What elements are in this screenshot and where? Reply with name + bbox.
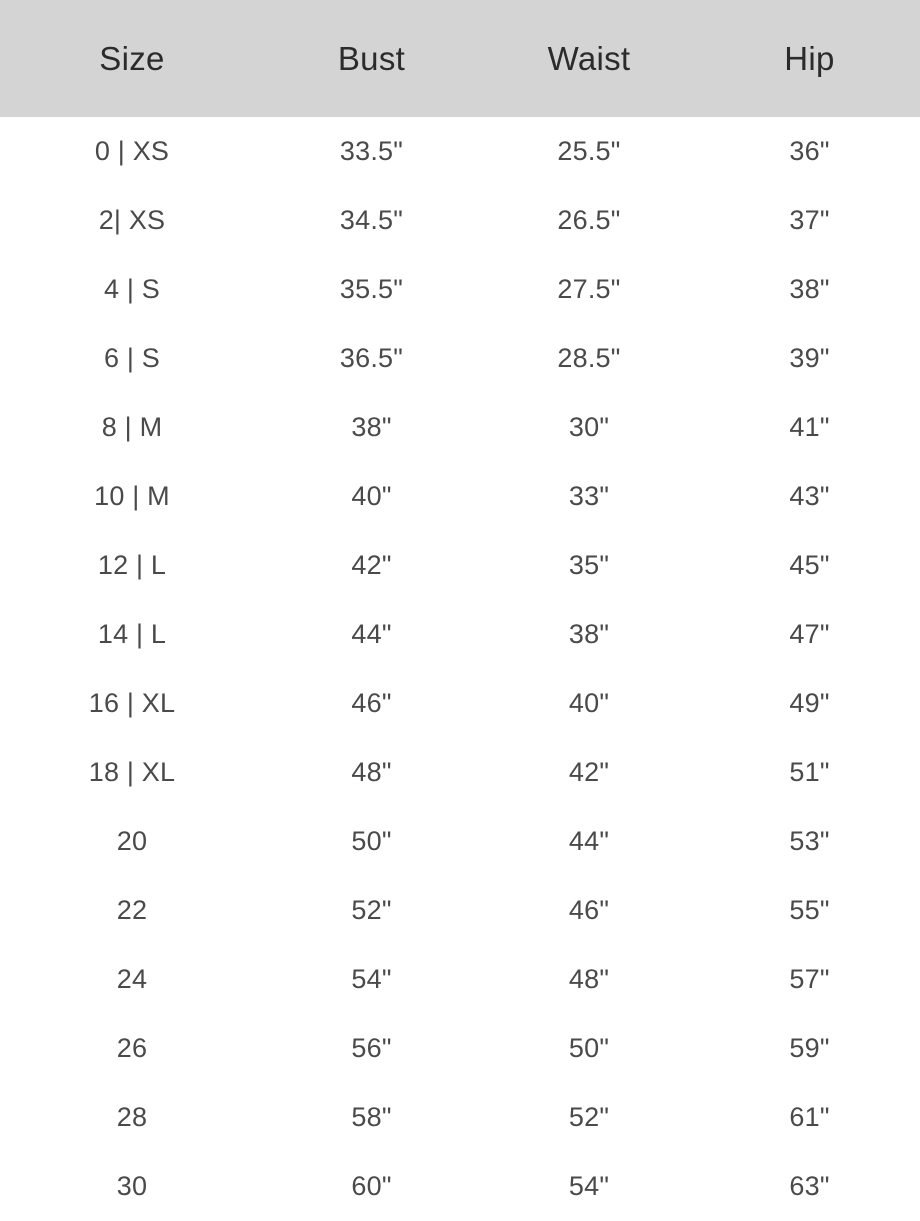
table-row <box>0 462 920 531</box>
table-row <box>0 876 920 945</box>
cell-bust: 40" <box>351 481 392 511</box>
cell-bust: 46" <box>351 688 392 718</box>
cell-hip: 39" <box>789 343 830 373</box>
cell-hip: 63" <box>789 1171 830 1201</box>
cell-hip: 43" <box>789 481 830 511</box>
cell-bust: 58" <box>351 1102 392 1132</box>
cell-bust: 34.5" <box>339 205 404 235</box>
cell-bust: 48" <box>351 757 392 787</box>
cell-hip: 59" <box>789 1033 830 1063</box>
table-row <box>0 255 920 324</box>
cell-size: 8 | M <box>101 412 163 442</box>
cell-size: 24 <box>116 964 148 994</box>
cell-waist: 25.5" <box>557 136 621 166</box>
cell-hip: 45" <box>789 550 830 580</box>
cell-size: 14 | L <box>97 619 167 649</box>
table-row <box>0 1083 920 1152</box>
cell-bust: 52" <box>351 895 392 925</box>
table-row <box>0 186 920 255</box>
cell-waist: 54" <box>568 1171 610 1201</box>
cell-size: 4 | S <box>103 274 161 304</box>
cell-bust: 56" <box>351 1033 392 1063</box>
cell-waist: 35" <box>568 550 610 580</box>
cell-hip: 41" <box>789 412 830 442</box>
cell-waist: 38" <box>568 619 610 649</box>
cell-hip: 36" <box>789 136 830 166</box>
table-row <box>0 669 920 738</box>
table-row <box>0 324 920 393</box>
cell-waist: 40" <box>568 688 610 718</box>
cell-waist: 48" <box>568 964 610 994</box>
cell-bust: 44" <box>351 619 392 649</box>
cell-size: 0 | XS <box>94 136 170 166</box>
table-row <box>0 393 920 462</box>
cell-waist: 30" <box>568 412 610 442</box>
table-row <box>0 807 920 876</box>
table-row <box>0 600 920 669</box>
cell-bust: 33.5" <box>339 136 404 166</box>
cell-size: 6 | S <box>103 343 161 373</box>
table-row <box>0 1014 920 1083</box>
cell-hip: 53" <box>789 826 830 856</box>
cell-size: 18 | XL <box>88 757 176 787</box>
cell-hip: 37" <box>789 205 830 235</box>
cell-hip: 49" <box>789 688 830 718</box>
cell-hip: 47" <box>789 619 830 649</box>
cell-bust: 50" <box>351 826 392 856</box>
cell-waist: 26.5" <box>557 205 621 235</box>
cell-waist: 27.5" <box>557 274 621 304</box>
table-row <box>0 945 920 1014</box>
cell-waist: 46" <box>568 895 610 925</box>
cell-bust: 36.5" <box>339 343 404 373</box>
cell-size: 16 | XL <box>88 688 176 718</box>
column-header-bust: Bust <box>337 39 406 77</box>
table-row <box>0 738 920 807</box>
cell-hip: 51" <box>789 757 830 787</box>
cell-hip: 55" <box>789 895 830 925</box>
table-header-row <box>0 0 920 117</box>
column-header-size: Size <box>99 39 165 77</box>
cell-size: 26 <box>116 1033 148 1063</box>
cell-bust: 54" <box>351 964 392 994</box>
cell-bust: 42" <box>351 550 392 580</box>
column-header-hip: Hip <box>784 39 835 77</box>
cell-waist: 52" <box>568 1102 610 1132</box>
cell-hip: 61" <box>789 1102 830 1132</box>
cell-bust: 60" <box>351 1171 392 1201</box>
cell-waist: 42" <box>568 757 610 787</box>
cell-size: 10 | M <box>94 481 170 511</box>
cell-waist: 28.5" <box>557 343 621 373</box>
cell-hip: 38" <box>789 274 830 304</box>
cell-size: 20 <box>116 826 148 856</box>
cell-waist: 44" <box>568 826 610 856</box>
cell-bust: 35.5" <box>339 274 404 304</box>
cell-size: 12 | L <box>97 550 167 580</box>
table-row <box>0 1152 920 1221</box>
table-row <box>0 531 920 600</box>
column-header-waist: Waist <box>547 39 631 77</box>
cell-bust: 38" <box>351 412 392 442</box>
cell-hip: 57" <box>789 964 830 994</box>
cell-waist: 50" <box>568 1033 610 1063</box>
cell-size: 2| XS <box>98 205 166 235</box>
table-body <box>0 117 920 1221</box>
table-row <box>0 117 920 186</box>
cell-size: 28 <box>116 1102 148 1132</box>
cell-size: 22 <box>116 895 148 925</box>
table-header <box>0 0 920 117</box>
cell-size: 30 <box>116 1171 148 1201</box>
cell-waist: 33" <box>568 481 610 511</box>
